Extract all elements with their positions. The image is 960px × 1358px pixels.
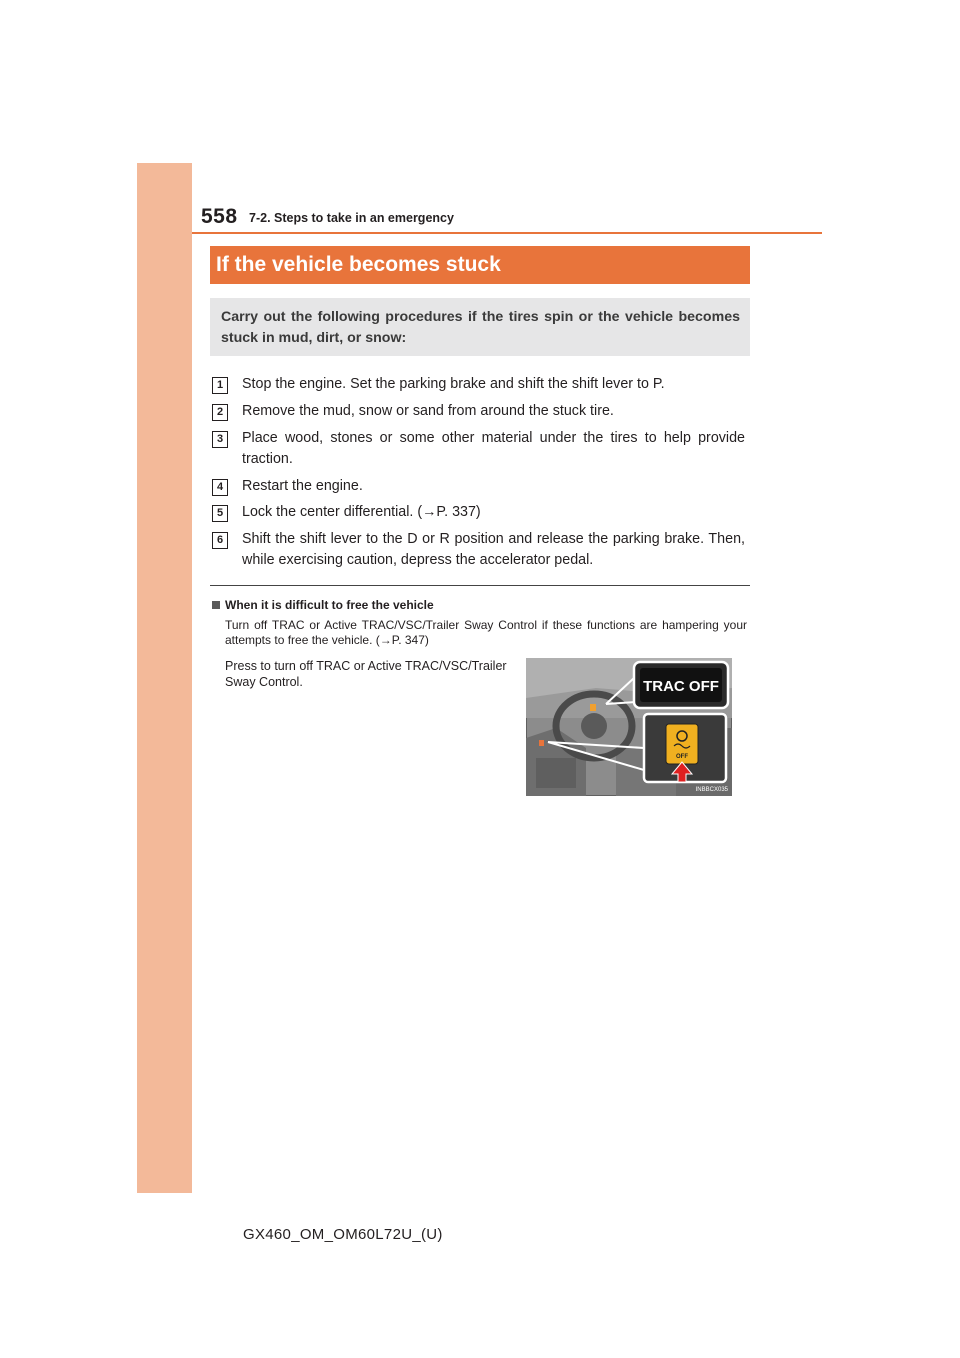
step-text: Lock the center differential. (→P. 337) (242, 504, 481, 520)
divider (210, 585, 750, 586)
footer-doc-code: GX460_OM_OM60L72U_(U) (243, 1226, 443, 1243)
note-body: Turn off TRAC or Active TRAC/VSC/Trailer Sway Control if these functions are hampering your attempts to free the vehicle. (→P. 347) (225, 618, 747, 647)
step-number: 3 (212, 431, 228, 448)
step-text: Stop the engine. Set the parking brake and shift the shift lever to P. (242, 376, 665, 392)
header-rule (192, 232, 822, 234)
step-number: 1 (212, 377, 228, 394)
side-band (137, 163, 192, 1193)
step-number: 4 (212, 479, 228, 496)
step-number: 2 (212, 404, 228, 421)
trac-off-indicator-label: TRAC OFF (643, 678, 719, 695)
press-caption: Press to turn off TRAC or Active TRAC/VSC/Trailer Sway Control. (225, 659, 507, 689)
step-number: 6 (212, 532, 228, 549)
section-title-bar (210, 246, 750, 284)
step-text: Shift the shift lever to the D or R position and release the parking brake. Then, while exercising caution, depress the accelerator pedal. (242, 531, 745, 568)
page-number: 558 (201, 205, 238, 228)
step-text: Remove the mud, snow or sand from around the stuck tire. (242, 403, 614, 419)
step-number: 5 (212, 505, 228, 522)
off-button-label: OFF (676, 754, 688, 760)
intro-box (210, 298, 750, 356)
note-heading-text: When it is difficult to free the vehicle (225, 598, 434, 612)
note-heading (212, 598, 434, 612)
trac-off-illustration (526, 658, 732, 796)
illustration-code: INBBCX035 (695, 787, 728, 793)
step-text: Place wood, stones or some other material under the tires to help provide traction. (242, 430, 745, 467)
section-breadcrumb: 7-2. Steps to take in an emergency (249, 211, 454, 225)
step-text: Restart the engine. (242, 478, 363, 494)
square-bullet-icon (212, 601, 220, 609)
intro-text: Carry out the following procedures if the tires spin or the vehicle becomes stuck in mud, dirt, or snow: (221, 309, 740, 346)
section-title: If the vehicle becomes stuck (216, 253, 501, 276)
